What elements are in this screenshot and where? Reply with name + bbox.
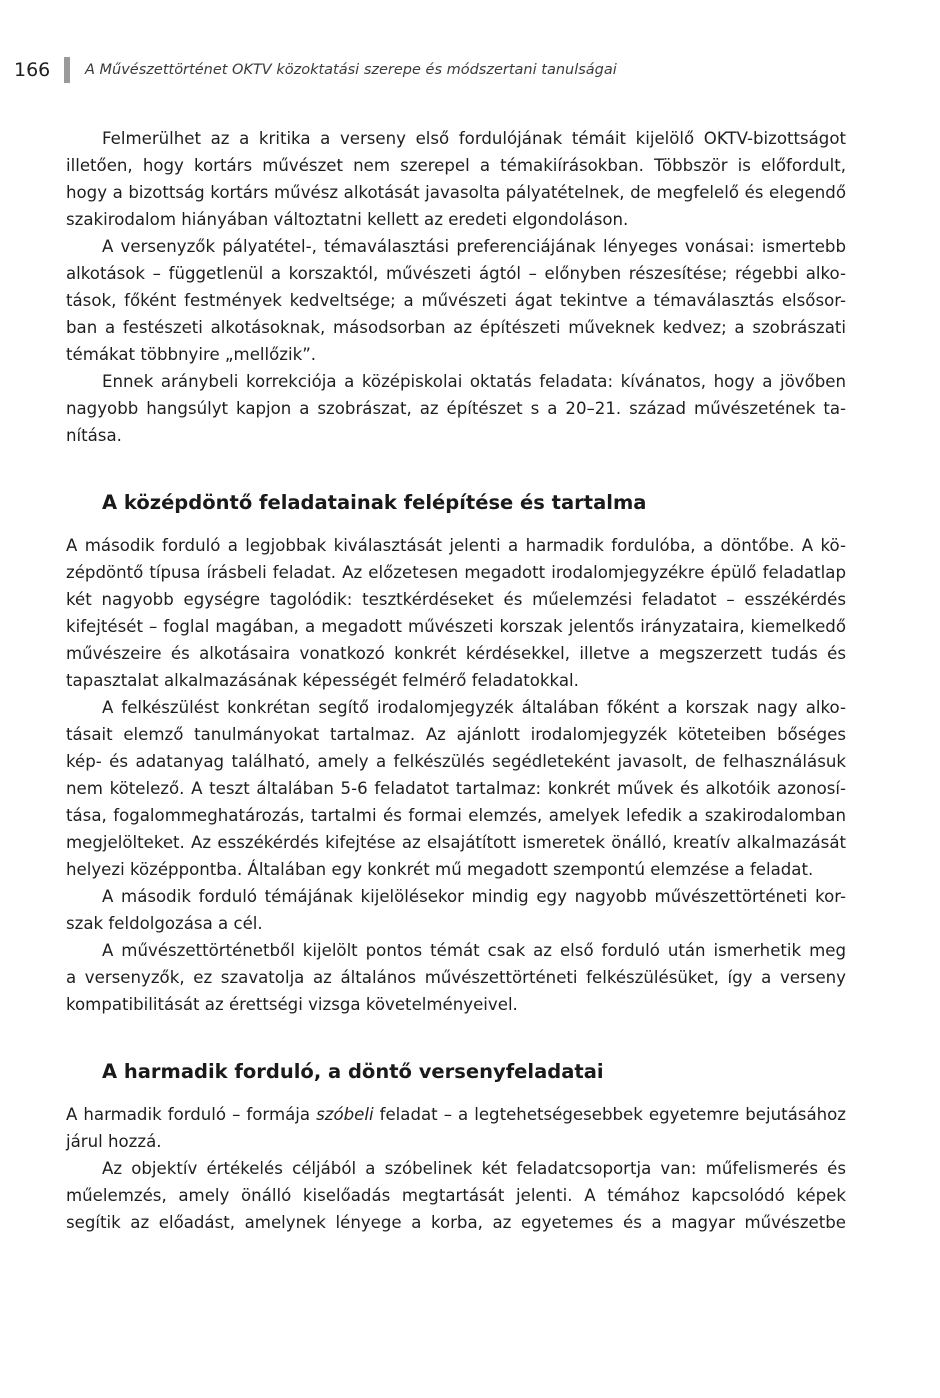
paragraph: A művészettörténetből kijelölt pontos témát csak az első forduló után ismerhetik meg a versenyzők, ez szavatolja az általános művészettörténeti felkészülésüket, így a verseny kompatibilitását az érettségi vizsga követelményeivel.: [66, 941, 846, 1014]
emphasis: szóbeli: [316, 1105, 374, 1124]
paragraph: A második forduló a legjobbak kiválasztását jelenti a harmadik fordulóba, a döntőbe. A kö- zépdöntő típusa írásbeli feladat. Az előzetesen megadott irodalomjegyzékre épülő feladatlap két nagyobb egységre tagolódik: tesztkérdéseket és műelemzési feladatot – esszékérdés kifejtését – foglal magában, a megadott művészeti korszak jelentős irányzataira, kiemelkedő művészeire és alkotásaira vonatkozó konkrét kérdésekkel, illetve a megszerzett tudás és tapasztalat alkalmazásának képességét felmérő feladatokkal.: [66, 536, 846, 690]
paragraph: A harmadik forduló – formája szóbeli feladat – a legtehetségesebbek egyetemre bejutásához járul hozzá.: [66, 1101, 846, 1155]
page-number: 166: [14, 59, 51, 81]
paragraph: A második forduló témájának kijelölésekor mindig egy nagyobb művészettörténeti kor- szak feldolgozása a cél.: [66, 887, 846, 933]
section-heading: A harmadik forduló, a döntő versenyfeladatai: [102, 1060, 604, 1083]
paragraph: A versenyzők pályatétel-, témaválasztási preferenciájának lényeges vonásai: ismertebb alkotások – függetlenül a korszaktól, művészeti ágtól – előnyben részesítése; régebbi alko- tások, főként festmények kedveltsége; a művészeti ágat tekintve a témaválasztás elsősor- ban a festészeti alkotásoknak, másodsorban az építészeti műveknek kedvez; a szobrászati témákat többnyire „mellőzik”.: [66, 237, 846, 364]
paragraph: Ennek aránybeli korrekciója a középiskolai oktatás feladata: kívánatos, hogy a jövőben nagyobb hangsúlyt kapjon a szobrászat, az építészet s a 20–21. század művészetének ta- nítása.: [66, 372, 846, 445]
page-body: [66, 125, 846, 1236]
running-header: [14, 57, 617, 83]
header-divider: [64, 57, 70, 83]
paragraph: A felkészülést konkrétan segítő irodalomjegyzék általában főként a korszak nagy alko- tásait elemző tanulmányokat tartalmaz. Az ajánlott irodalomjegyzék köteteiben bőséges kép- és adatanyag található, amely a felkészülés segédleteként javasolt, de felhasználásuk nem kötelező. A teszt általában 5-6 feladatot tartalmaz: konkrét művek és alkotóik azonosí- tása, fogalommeghatározás, tartalmi és formai elemzés, amelyek lefedik a szakirodalomban megjelölteket. Az esszékérdés kifejtése az elsajátított ismeretek önálló, kreatív alkalmazását helyezi középpontba. Általában egy konkrét mű megadott szempontú elemzése a feladat.: [66, 698, 846, 879]
paragraph: Az objektív értékelés céljából a szóbelinek két feladatcsoportja van: műfelismerés és műelemzés, amely önálló kiselőadás megtartását jelenti. A témához kapcsolódó képek segítik az előadást, amelynek lényege a korba, az egyetemes és a magyar művészetbe: [66, 1159, 846, 1232]
running-title: A Művészettörténet OKTV közoktatási szerepe és módszertani tanulságai: [85, 62, 617, 78]
section-heading: A középdöntő feladatainak felépítése és tartalma: [102, 491, 647, 514]
paragraph: Felmerülhet az a kritika a verseny első fordulójának témáit kijelölő OKTV-bizottságot illetően, hogy kortárs művészet nem szerepel a témakiírásokban. Többször is előfordult, hogy a bizottság kortárs művész alkotását javasolta pályatételnek, de megfelelő és elegendő szakirodalom hiányában változtatni kellett az eredeti elgondoláson.: [66, 129, 846, 229]
paragraph-line: A harmadik forduló – formája szóbeli feladat – a legtehetségesebbek egyetemre bejutásához: [66, 1105, 846, 1124]
